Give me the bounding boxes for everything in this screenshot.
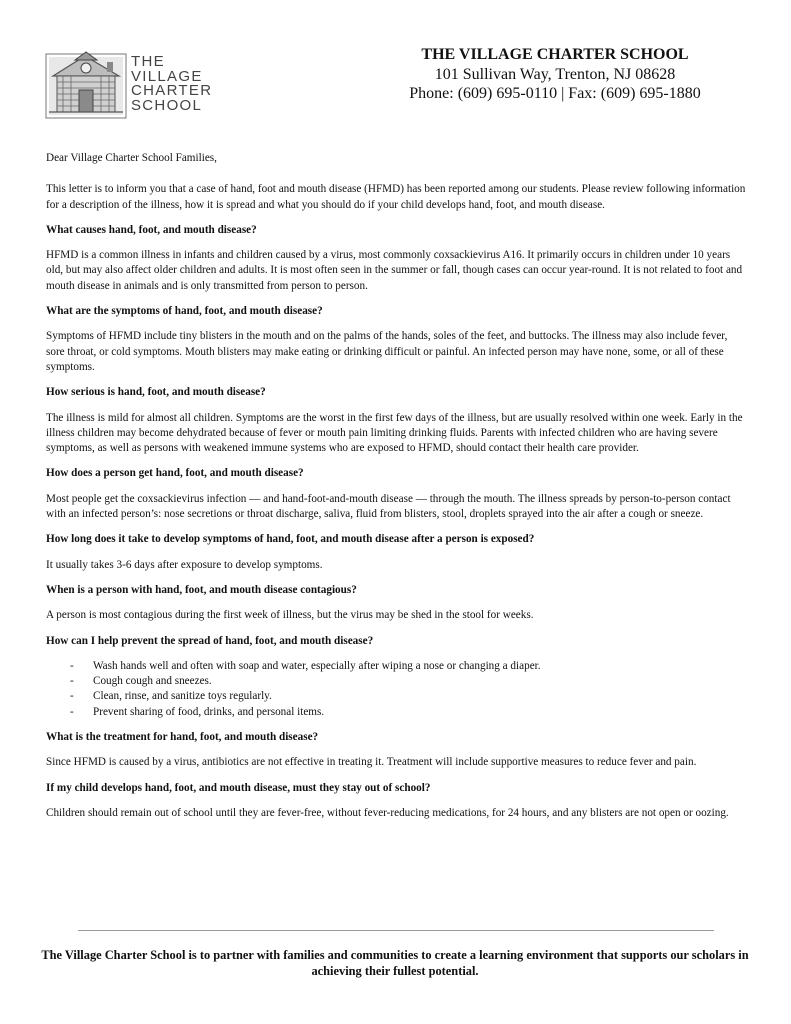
list-item-text: Clean, rinse, and sanitize toys regularly.: [93, 690, 272, 703]
list-item-text: Cough cough and sneezes.: [93, 675, 212, 688]
section-answer: It usually takes 3-6 days after exposure to develop symptoms.: [46, 558, 323, 571]
section-question: How serious is hand, foot, and mouth disease?: [46, 386, 266, 399]
treatment-question: What is the treatment for hand, foot, and mouth disease?: [46, 731, 319, 744]
mission-statement: The Village Charter School is to partner with families and communities to create a learning environment that supports our scholars in achieving their fullest potential.: [41, 948, 749, 978]
list-item: [46, 689, 746, 704]
school-name: THE VILLAGE CHARTER SCHOOL: [421, 46, 689, 63]
section-answer: Symptoms of HFMD include tiny blisters in the mouth and on the palms of the hands, soles of the feet, and buttocks. The illness may also include fever, sore throat, or cold symptoms. Mouth blisters may make eating or drinking difficult or painful. An infected person may have none, some, or all of these symptoms.: [46, 330, 728, 373]
intro-paragraph: This letter is to inform you that a case of hand, foot and mouth disease (HFMD) has been reported among our students. Please review following information for a description of the illness, how it is spread and what you should do if your child develops hand, foot, and mouth disease.: [46, 183, 746, 211]
section-answer: HFMD is a common illness in infants and children caused by a virus, most commonly coxsackievirus A16. It primarily occurs in children under 10 years old, but may also affect older children and adults. It is most often seen in the summer or fall, though cases can occur year-round. It is not related to foot and mouth disease in animals and is only transmitted from person to person.: [46, 249, 743, 292]
school-contact-block: [385, 45, 725, 103]
bullet-dash: -: [70, 675, 74, 688]
logo-line: VILLAGE: [131, 67, 203, 85]
section-question: When is a person with hand, foot, and mouth disease contagious?: [46, 583, 357, 596]
list-item: [46, 659, 746, 674]
section-answer: A person is most contagious during the first week of illness, but the virus may be shed in the stool for weeks.: [46, 609, 534, 622]
list-item: [46, 674, 746, 689]
attendance-question: If my child develops hand, foot, and mouth disease, must they stay out of school?: [46, 781, 431, 794]
schoolhouse-icon: [45, 46, 129, 120]
bullet-dash: -: [70, 659, 74, 672]
school-logo: [45, 46, 215, 120]
prevention-list: [46, 659, 746, 720]
logo-line: THE: [131, 53, 165, 70]
footer-divider: [78, 930, 714, 931]
section-answer: The illness is mild for almost all children. Symptoms are the worst in the first few days of the illness, but are usually resolved within one week. Early in the illness children may become dehydrated because of fever or mouth pain limiting drinking fluids. Parents with infected children who are having severe symptoms, as well as persons with weakened immune systems who are exposed to HFMD, should contact their health care provider.: [46, 411, 743, 455]
school-phone-fax: Phone: (609) 695-0110 | Fax: (609) 695-1880: [409, 85, 701, 102]
list-item: [46, 705, 746, 720]
list-item-text: Wash hands well and often with soap and water, especially after wiping a nose or changing a diaper.: [93, 659, 541, 672]
treatment-answer: Since HFMD is caused by a virus, antibiotics are not effective in treating it. Treatment will include supportive measures to reduce fever and pain.: [46, 756, 697, 769]
greeting: Dear Village Charter School Families,: [46, 152, 217, 164]
logo-wordmark: [131, 55, 212, 113]
attendance-answer: Children should remain out of school until they are fever-free, without fever-reducing medications, for 24 hours, and any blisters are not open or oozing.: [46, 806, 729, 819]
section-answer: Most people get the coxsackievirus infection — and hand-foot-and-mouth disease — through the mouth. The illness spreads by person-to-person contact with an infected person’s: nose secretions or throat discharge, saliva, fluid from blisters, stool, droplets sprayed into the air after a cough or sneeze.: [46, 492, 731, 521]
section-question: How does a person get hand, foot, and mouth disease?: [46, 467, 304, 480]
section-question: What are the symptoms of hand, foot, and mouth disease?: [46, 305, 323, 318]
bullet-dash: -: [70, 690, 74, 703]
school-address: 101 Sullivan Way, Trenton, NJ 08628: [434, 66, 676, 83]
prevention-question: How can I help prevent the spread of hand, foot, and mouth disease?: [46, 634, 374, 647]
bullet-dash: -: [70, 705, 74, 718]
letter-body: [46, 151, 746, 831]
section-question: How long does it take to develop symptoms of hand, foot, and mouth disease after a person is exposed?: [46, 533, 535, 546]
section-question: What causes hand, foot, and mouth disease?: [46, 223, 257, 236]
list-item-text: Prevent sharing of food, drinks, and personal items.: [93, 705, 325, 718]
logo-line: SCHOOL: [131, 96, 203, 114]
logo-line: CHARTER: [131, 82, 213, 99]
